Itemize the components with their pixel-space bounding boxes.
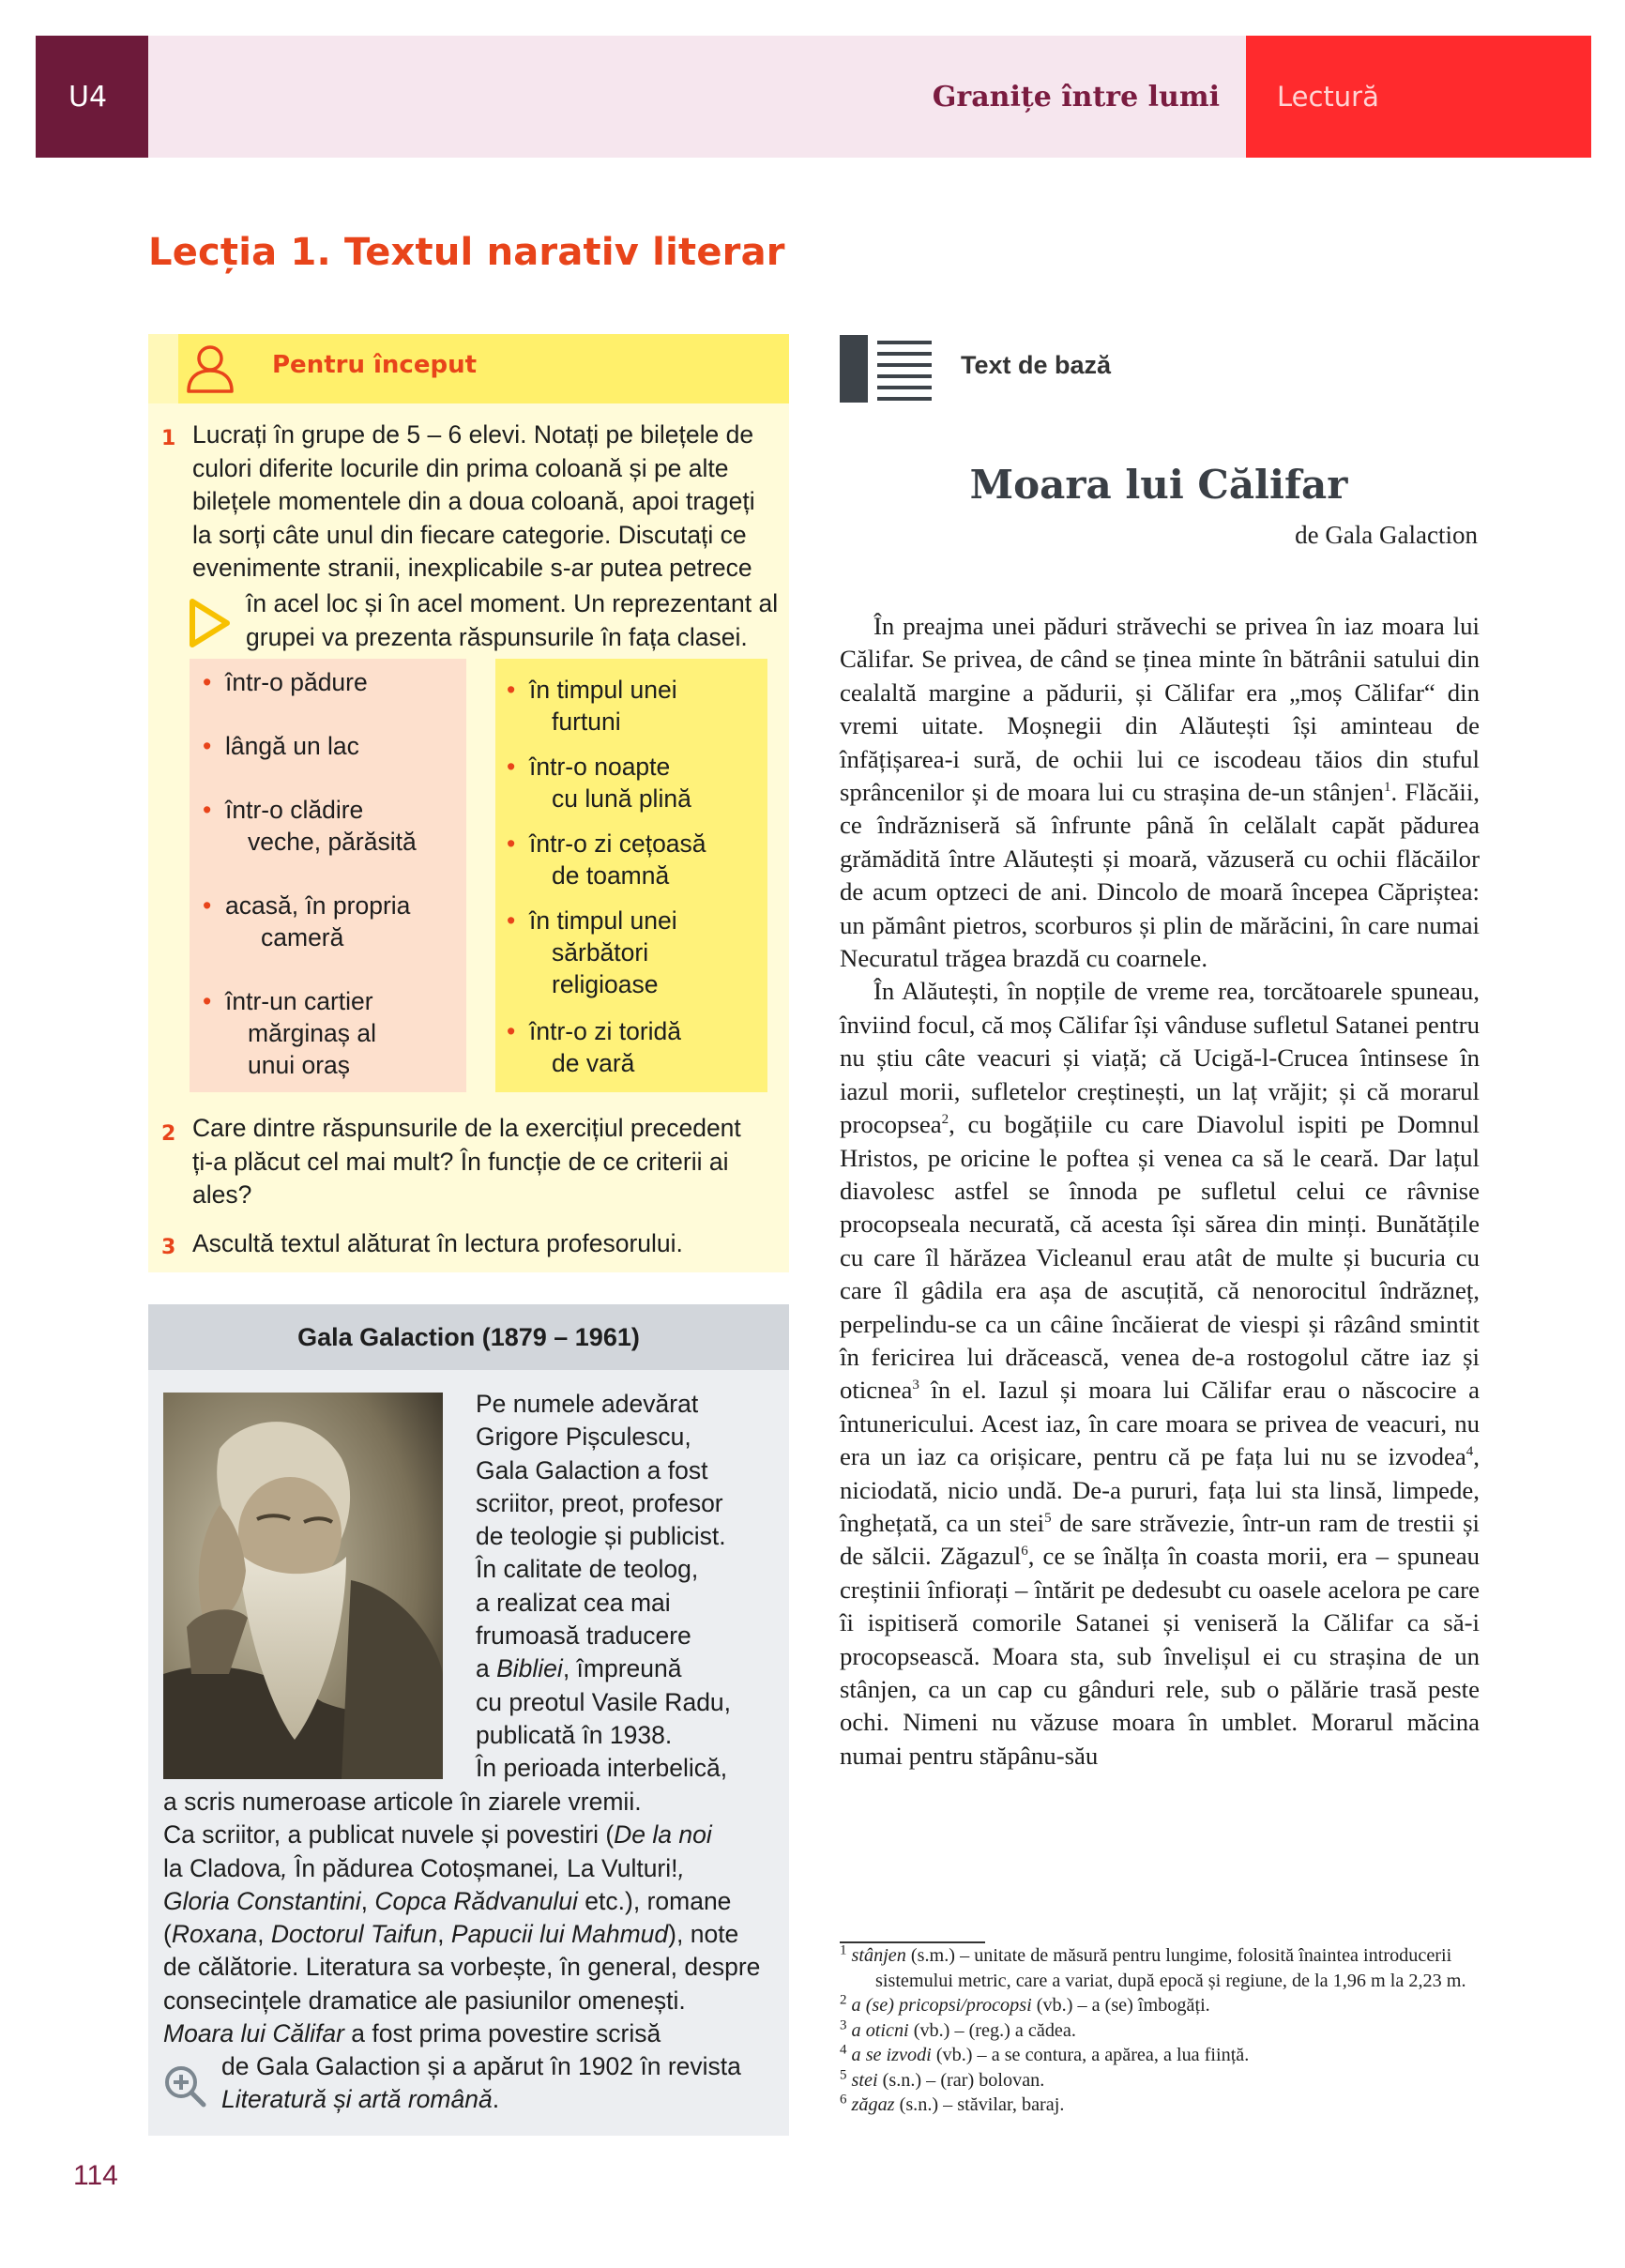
story-title: Moara lui Călifar <box>969 462 1348 508</box>
list-item: • într-o pădure <box>203 668 368 696</box>
story-author: de Gala Galaction <box>1295 521 1478 549</box>
list-item: • lângă un lac <box>203 732 359 760</box>
list-item: • într-o clădire veche, părăsită <box>203 796 417 856</box>
author-bio-heading: Gala Galaction (1879 – 1961) <box>148 1304 789 1370</box>
page-number: 114 <box>73 2160 118 2191</box>
person-icon <box>184 342 236 395</box>
zoom-in-icon <box>161 2063 208 2109</box>
list-item: • într-o zi cețoasă de toamnă <box>507 830 706 890</box>
question-3-text: Ascultă textul alăturat în lectura profesorului. <box>192 1229 683 1257</box>
places-column <box>190 659 466 1092</box>
list-item: • într-o zi toridă de vară <box>507 1017 682 1077</box>
story-text <box>840 610 1480 1773</box>
text-lines-icon <box>840 335 934 403</box>
footnote: $^3$ a oticni (vb.) – (reg.) a cădea. <box>840 2017 1076 2041</box>
footnote: $^6$ zăgaz (s.n.) – stăvilar, baraj. <box>840 2092 1065 2115</box>
question-1-text-continued: în acel loc și în acel moment. Un reprezentant al grupei va prezenta răspunsurile în fața clasei. <box>246 589 779 651</box>
start-header-accent <box>148 334 178 403</box>
author-bio-text-end: de Gala Galaction și a apărut în 1902 în revista Literatură și artă română. <box>221 2052 741 2114</box>
footnote: $^2$ a (se) pricopsi/procopsi (vb.) – a (se) îmbogăți. <box>840 1992 1210 2016</box>
moments-column <box>495 659 767 1092</box>
start-activity-label: Pentru început <box>272 351 478 379</box>
question-2-text: Care dintre răspunsurile de la exercițiul precedent ți-a plăcut cel mai mult? În funcție de ce criterii ai ales? <box>192 1114 741 1209</box>
footnote: $^1$ stânjen (s.m.) – unitate de măsură pentru lungime, folosită înaintea introducerii sistemului metric, care a variat, după epocă și regiune, de la 1,96 m la 2,23 m. <box>840 1942 1466 1991</box>
list-item: • într-un cartier mărginaș al unui oraș <box>203 987 376 1079</box>
unit-badge: U4 <box>36 36 148 158</box>
list-item: • acasă, în propria cameră <box>203 891 411 951</box>
question-2-number: 2 <box>161 1122 176 1146</box>
story-paragraph: În preajma unei păduri străvechi se privea în iaz moara lui Călifar. Se privea, de când se ținea minte în bătrânii satului din cealaltă margine a pădurii, și Călifar era „moș Călifar“ din vremi uitate. Moșnegii din Alăutești își aminteau de înfățișarea-i sură, de ochii lui ce iscodeau tăios din stuful sprâncenilor și de moara lui cu strașina de-un stânjen$^1$. Flăcăii, ce îndrăzniseră să înfrunte până în celălalt capăt pădurea grămădită între Alăutești și moară, văzuseră cu ochii flăcăilor de acum optzeci de ani. Dincolo de moară începea Căpriștea: un pământ pietros, scorburos și plin de mărăcini, în care numai Necuratul trăgea brazdă cu coarnele. <box>840 612 1480 973</box>
footnote: $^5$ stei (s.n.) – (rar) bolovan. <box>840 2066 1045 2091</box>
lesson-title: Lecția 1. Textul narativ literar <box>148 231 785 274</box>
footnote: $^4$ a se izvodi (vb.) – a se contura, a apărea, a lua ființă. <box>840 2042 1250 2065</box>
section-tab: Lectură <box>1246 36 1591 158</box>
author-portrait <box>163 1393 443 1779</box>
list-item: • într-o noapte cu lună plină <box>507 753 691 813</box>
question-3-number: 3 <box>161 1236 176 1259</box>
list-item: • în timpul unei sărbători religioase <box>507 906 677 998</box>
author-bio-text-full: a scris numeroase articole în ziarele vremii. Ca scriitor, a publicat nuvele și povestiri (De la noi la Cladova, În pădurea Cotoșmanei, La Vulturi!, Gloria Constantini, Copca Rădvanului etc.), romane (Roxana, Doctorul Taifun, Papucii lui Mahmud), note de călătorie. Literatura sa vorbește, în general, despre consecințele dramatice ale pasiunilor omenești. Moara lui Călifar a fost prima povestire scrisă <box>163 1788 761 2048</box>
base-text-label: Text de bază <box>961 351 1112 379</box>
footnotes <box>840 1943 1480 2118</box>
author-bio-text-side: Pe numele adevărat Grigore Pișculescu, Gala Galaction a fost scriitor, preot, profesor de teologie și publicist. În calitate de teolog, a realizat cea mai frumoasă traducere a Bibliei, împreună cu preotul Vasile Radu, publicată în 1938. În perioada interbelică, <box>476 1390 732 1783</box>
header-band <box>148 36 1246 158</box>
unit-theme: Granițe între lumi <box>932 80 1220 114</box>
play-triangle-icon <box>188 597 233 649</box>
question-1-number: 1 <box>161 427 176 450</box>
story-paragraph: În Alăutești, în nopțile de vreme rea, torcătoarele spuneau, înviind focul, că moș Călifar își vânduse sufletul Satanei pentru nu știu câte veacuri și viață; că Ucigă-l-Crucea întinsese în iazul morii, sufletelor creștinești, un laț vrăjit; și că morarul procopsea$^2$, cu bogățiile cu care Diavolul ispiti pe Domnul Hristos, pe oricine le poftea și venea ca să le ceară. Dar lațul diavolesc astfel se înnoda pe sufletul celui ce râvnise procopseala necurată, că acesta își sărea din minți. Bunătățile cu care îl hărăzea Vicleanul erau atât de multe și bucuria cu care îl gâdila era așa de ascuțită, că nenorocitul îndrăzneț, perpelindu-se ca un câine încăierat de viespi și râzând smintit în fericirea lui drăcească, venea de-a rostogolul către iaz și oticnea$^3$ în el. Iazul și moara lui Călifar erau o născocire a întunericului. Acest iaz, în care moara se privea de veacuri, nu era un iaz ca orișicare, pentru că pe fața lui nu se izvodea$^4$, niciodată, nicio undă. De-a pururi, fața lui sta linsă, limpede, înghețată, ca un stei$^5$ de sare străvezie, într-un ram de trestii și de sălcii. Zăgazul$^6$, ce se înălța în coasta morii, era – spuneau creștinii înfiorați – întărit pe dedesubt cu oasele acelora pe care îi ispitiseră comorile Satanei și veniseră la Călifar ca să-i procopsească. Moara sta, sub învelișul ei cu strașina de un stânjen, ca un cap cu gânduri rele, sub o pălărie trasă peste ochi. Nimeni nu văzuse moara în umblet. Morarul măcina numai pentru stăpânu-său <box>840 977 1481 1770</box>
list-item: • în timpul unei furtuni <box>507 676 677 736</box>
question-1-text: Lucrați în grupe de 5 – 6 elevi. Notați pe bilețele de culori diferite locurile din prima coloană și pe alte bilețele momentele din a doua coloană, apoi trageți la sorți câte unul din fiecare categorie. Discutați ce evenimente stranii, inexplicabile s-ar putea petrece <box>192 420 755 582</box>
